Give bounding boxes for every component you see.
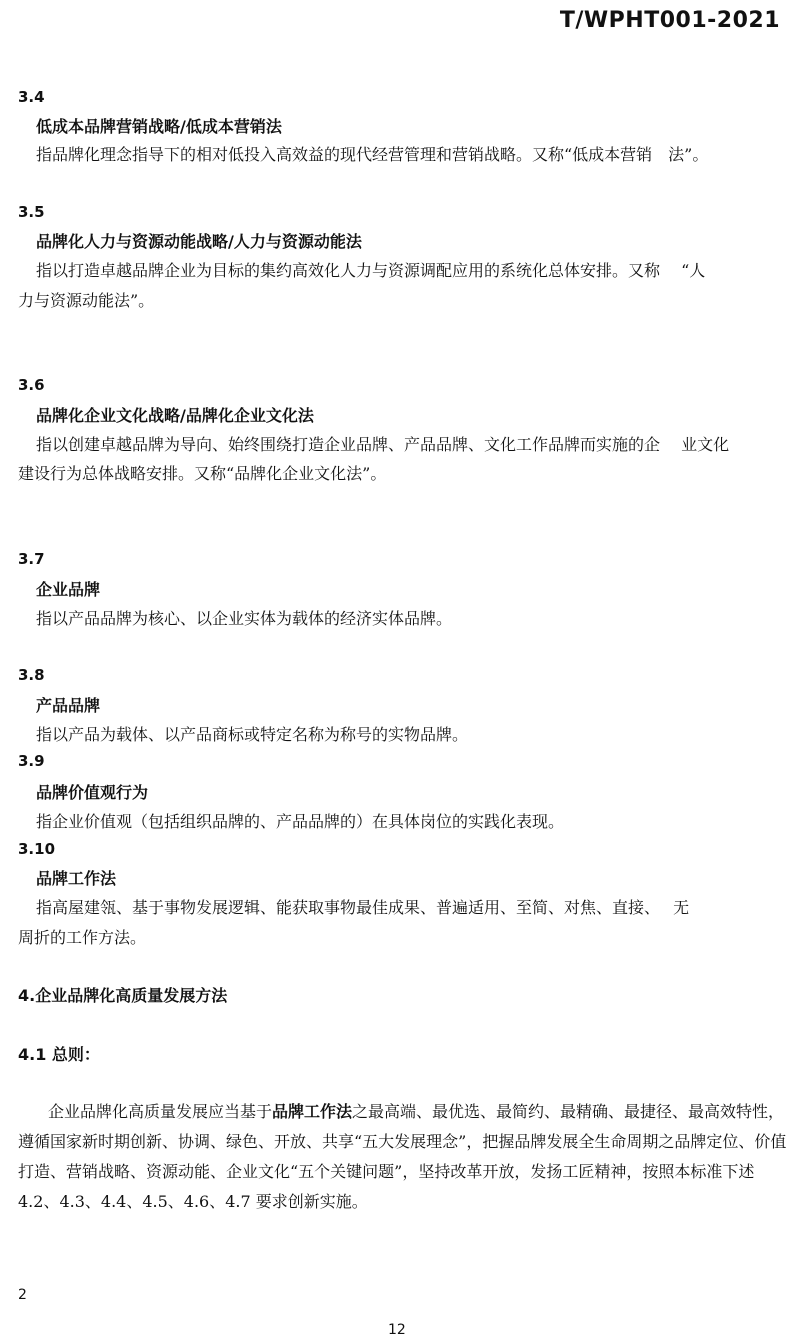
term-number: 3.8 <box>18 666 45 684</box>
term-definition: 指品牌化理念指导下的相对低投入高效益的现代经营管理和营销战略。又称“低成本营销 法”。 <box>36 145 709 164</box>
term-title: 企业品牌 <box>36 580 101 599</box>
section-title: 4.企业品牌化高质量发展方法 <box>18 986 228 1005</box>
term-definition-cont: 周折的工作方法。 <box>18 928 147 947</box>
term-definition: 指以打造卓越品牌企业为目标的集约高效化人力与资源调配应用的系统化总体安排。又称 “人 <box>36 261 706 280</box>
footer-left-number: 2 <box>18 1287 27 1303</box>
term-definition: 指以创建卓越品牌为导向、始终围绕打造企业品牌、产品品牌、文化工作品牌而实施的企 业文化 <box>36 435 730 454</box>
term-title: 产品品牌 <box>36 696 101 715</box>
term-definition: 指企业价值观（包括组织品牌的、产品品牌的）在具体岗位的实践化表现。 <box>36 812 565 831</box>
term-title: 品牌工作法 <box>36 869 117 888</box>
term-definition-cont: 建设行为总体战略安排。又称“品牌化企业文化法”。 <box>18 464 387 483</box>
term-title: 品牌化人力与资源动能战略/人力与资源动能法 <box>36 232 362 251</box>
term-definition-cont: 力与资源动能法”。 <box>18 291 155 310</box>
term-title: 品牌化企业文化战略/品牌化企业文化法 <box>36 406 314 425</box>
term-number: 3.10 <box>18 840 56 858</box>
term-title: 低成本品牌营销战略/低成本营销法 <box>36 117 282 136</box>
document-code: T/WPHT001-2021 <box>559 8 780 33</box>
term-definition: 指高屋建瓴、基于事物发展逻辑、能获取事物最佳成果、普遍适用、至简、对焦、直接、 无 <box>36 898 690 917</box>
para-text-bold: 品牌工作法 <box>272 1102 353 1121</box>
term-number: 3.6 <box>18 376 45 394</box>
term-definition: 指以产品品牌为核心、以企业实体为载体的经济实体品牌。 <box>36 609 453 628</box>
term-title: 品牌价值观行为 <box>36 783 149 802</box>
term-definition: 指以产品为载体、以产品商标或特定名称为称号的实物品牌。 <box>36 725 469 744</box>
term-number: 3.9 <box>18 752 45 770</box>
term-number: 3.7 <box>18 550 45 568</box>
general-principles-paragraph <box>18 1097 788 1217</box>
term-number: 3.4 <box>18 88 45 106</box>
para-text-before: 企业品牌化高质量发展应当基于 <box>48 1102 273 1121</box>
page-number: 12 <box>388 1322 406 1338</box>
term-number: 3.5 <box>18 203 45 221</box>
para-text-after: 之最高端、最优选、最简约、最精确、最捷径、最高效特性，遵循国家新时期创新、协调、绿色、开放、共享“五大发展理念”，把握品牌发展全生命周期之品牌定位、价值打造、营销战略、资源动能、企业文化“五个关键问题”，坚持改革开放，发扬工匠精神，按照本标准下述 4.2、4.3、4.4、4.5、4.6、4.7 要求创新实施。 <box>18 1102 787 1211</box>
subsection-title: 4.1 总则： <box>18 1045 100 1064</box>
